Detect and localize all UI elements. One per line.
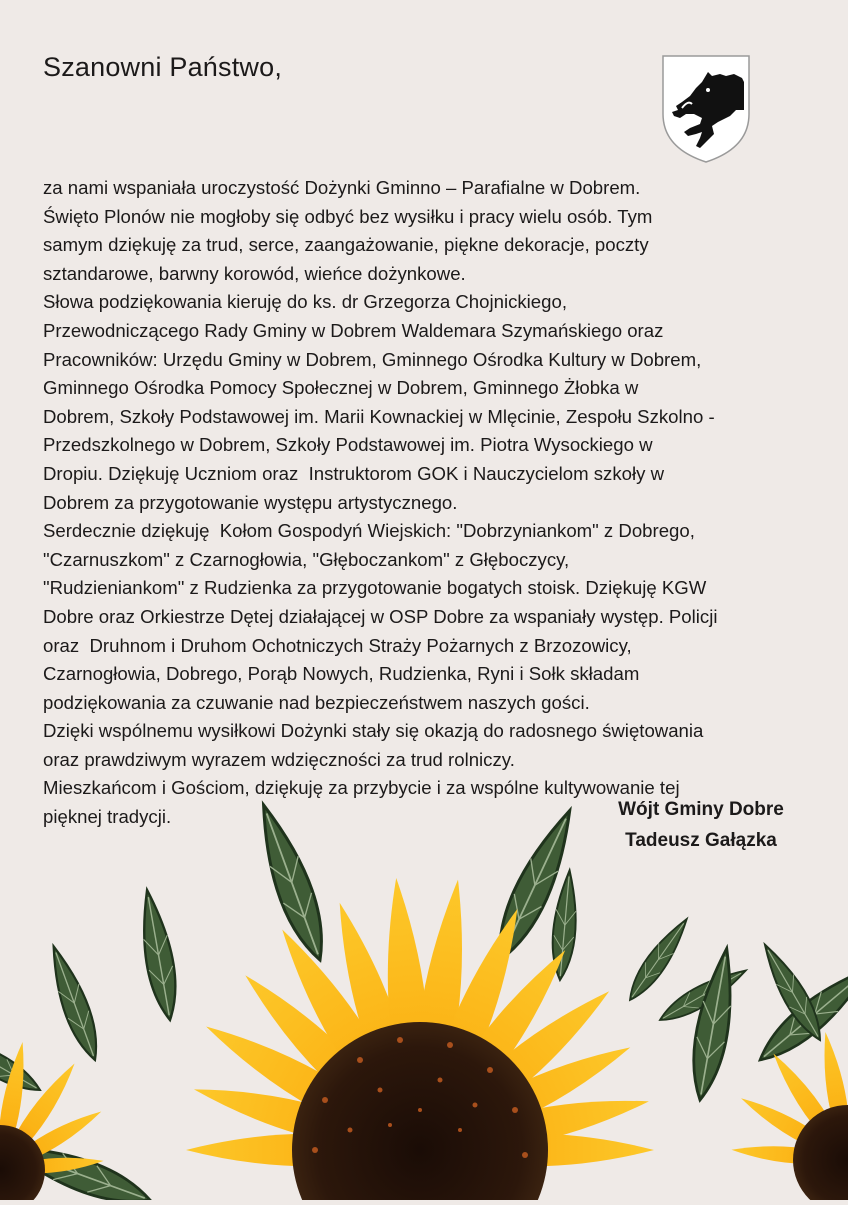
letter-line: Dobrem, Szkoły Podstawowej im. Marii Kownackiej w Mlęcinie, Zespołu Szkolno - [43,405,715,427]
letter-line: Dobre oraz Orkiestrze Dętej działającej w OSP Dobre za wspaniały występ. Policji [43,605,718,627]
letter-line: Święto Plonów nie mogłoby się odbyć bez wysiłku i pracy wielu osób. Tym [43,205,653,227]
letter-line: Gminnego Ośrodka Pomocy Społecznej w Dobrem, Gminnego Żłobka w [43,377,639,399]
letter-line: Słowa podziękowania kieruję do ks. dr Grzegorza Chojnickiego, [43,291,567,313]
letter-line: sztandarowe, barwny korowód, wieńce dożynkowe. [43,262,466,284]
letter-line: Dropiu. Dziękuję Uczniom oraz Instruktorom GOK i Nauczycielom szkoły w [43,462,665,484]
letter-line: podziękowania za czuwanie nad bezpieczeństwem naszych gości. [43,691,590,713]
letter-line: Przedszkolnego w Dobrem, Szkoły Podstawowej im. Piotra Wysockiego w [43,434,653,456]
letter-line: oraz Druhnom i Druhom Ochotniczych Straży Pożarnych z Brzozowicy, [43,634,632,656]
boar-coat-of-arms-icon [660,52,752,164]
letter-line: "Czarnuszkom" z Czarnogłowia, "Głęboczankom" z Głęboczycy, [43,548,570,570]
letter-line: Przewodniczącego Rady Gminy w Dobrem Waldemara Szymańskiego oraz [43,319,664,341]
letter-body [43,174,823,832]
signature-block [586,794,816,856]
letter-line: "Rudzieniankom" z Rudzienka za przygotowanie bogatych stoisk. Dziękuję KGW [43,577,707,599]
letter-line: samym dziękuję za trud, serce, zaangażowanie, piękne dekoracje, poczty [43,234,649,256]
letter-line: pięknej tradycji. [43,806,172,828]
letter-greeting: Szanowni Państwo, [43,52,283,82]
signature-name: Tadeusz Gałązka [625,830,777,851]
signature-title: Wójt Gminy Dobre [618,799,784,820]
letter-line: Dzięki wspólnemu wysiłkowi Dożynki stały się okazją do radosnego świętowania [43,720,704,742]
letter-line: Czarnogłowia, Dobrego, Porąb Nowych, Rudzienka, Ryni i Sołk składam [43,663,640,685]
letter-line: oraz prawdziwym wyrazem wdzięczności za trud rolniczy. [43,748,515,770]
letter-line: Mieszkańcom i Gościom, dziękuję za przybycie i za wspólne kultywowanie tej [43,777,680,799]
letter-line: Serdecznie dziękuję Kołom Gospodyń Wiejskich: "Dobrzyniankom" z Dobrego, [43,520,695,542]
letter-line: za nami wspaniała uroczystość Dożynki Gminno – Parafialne w Dobrem. [43,177,641,198]
letter-line: Pracowników: Urzędu Gminy w Dobrem, Gminnego Ośrodka Kultury w Dobrem, [43,348,702,370]
letter-line: Dobrem za przygotowanie występu artystycznego. [43,491,458,513]
